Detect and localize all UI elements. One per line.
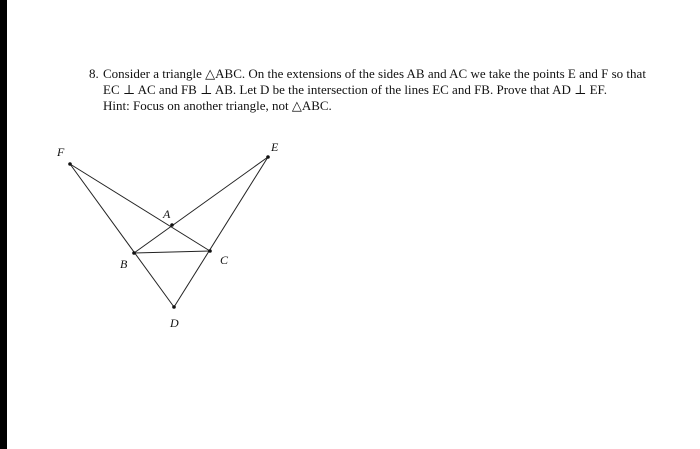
label-E: E: [271, 140, 279, 154]
point-F: [68, 162, 72, 166]
point-B: [132, 251, 136, 255]
segment-F-C: [70, 164, 210, 251]
label-F: F: [57, 145, 65, 159]
point-A: [170, 223, 174, 227]
point-E: [266, 155, 270, 159]
segment-D-E: [174, 157, 268, 307]
problem-number: 8.: [89, 66, 99, 81]
point-C: [208, 249, 212, 253]
label-B: B: [120, 257, 128, 271]
point-D: [172, 305, 176, 309]
problem-hint: Hint: Focus on another triangle, not △ABC.: [103, 98, 332, 113]
segment-B-E: [134, 157, 268, 253]
label-D: D: [170, 316, 179, 330]
segment-B-C: [134, 251, 210, 253]
label-A: A: [163, 207, 171, 221]
problem-text-1: Consider a triangle △ABC. On the extensions of the sides AB and AC we take the points E and F so that: [103, 66, 646, 81]
label-C: C: [220, 253, 229, 267]
problem-line-2: EC ⊥ AC and FB ⊥ AB. Let D be the intersection of the lines EC and FB. Prove that AD ⊥ EF.: [103, 82, 607, 97]
